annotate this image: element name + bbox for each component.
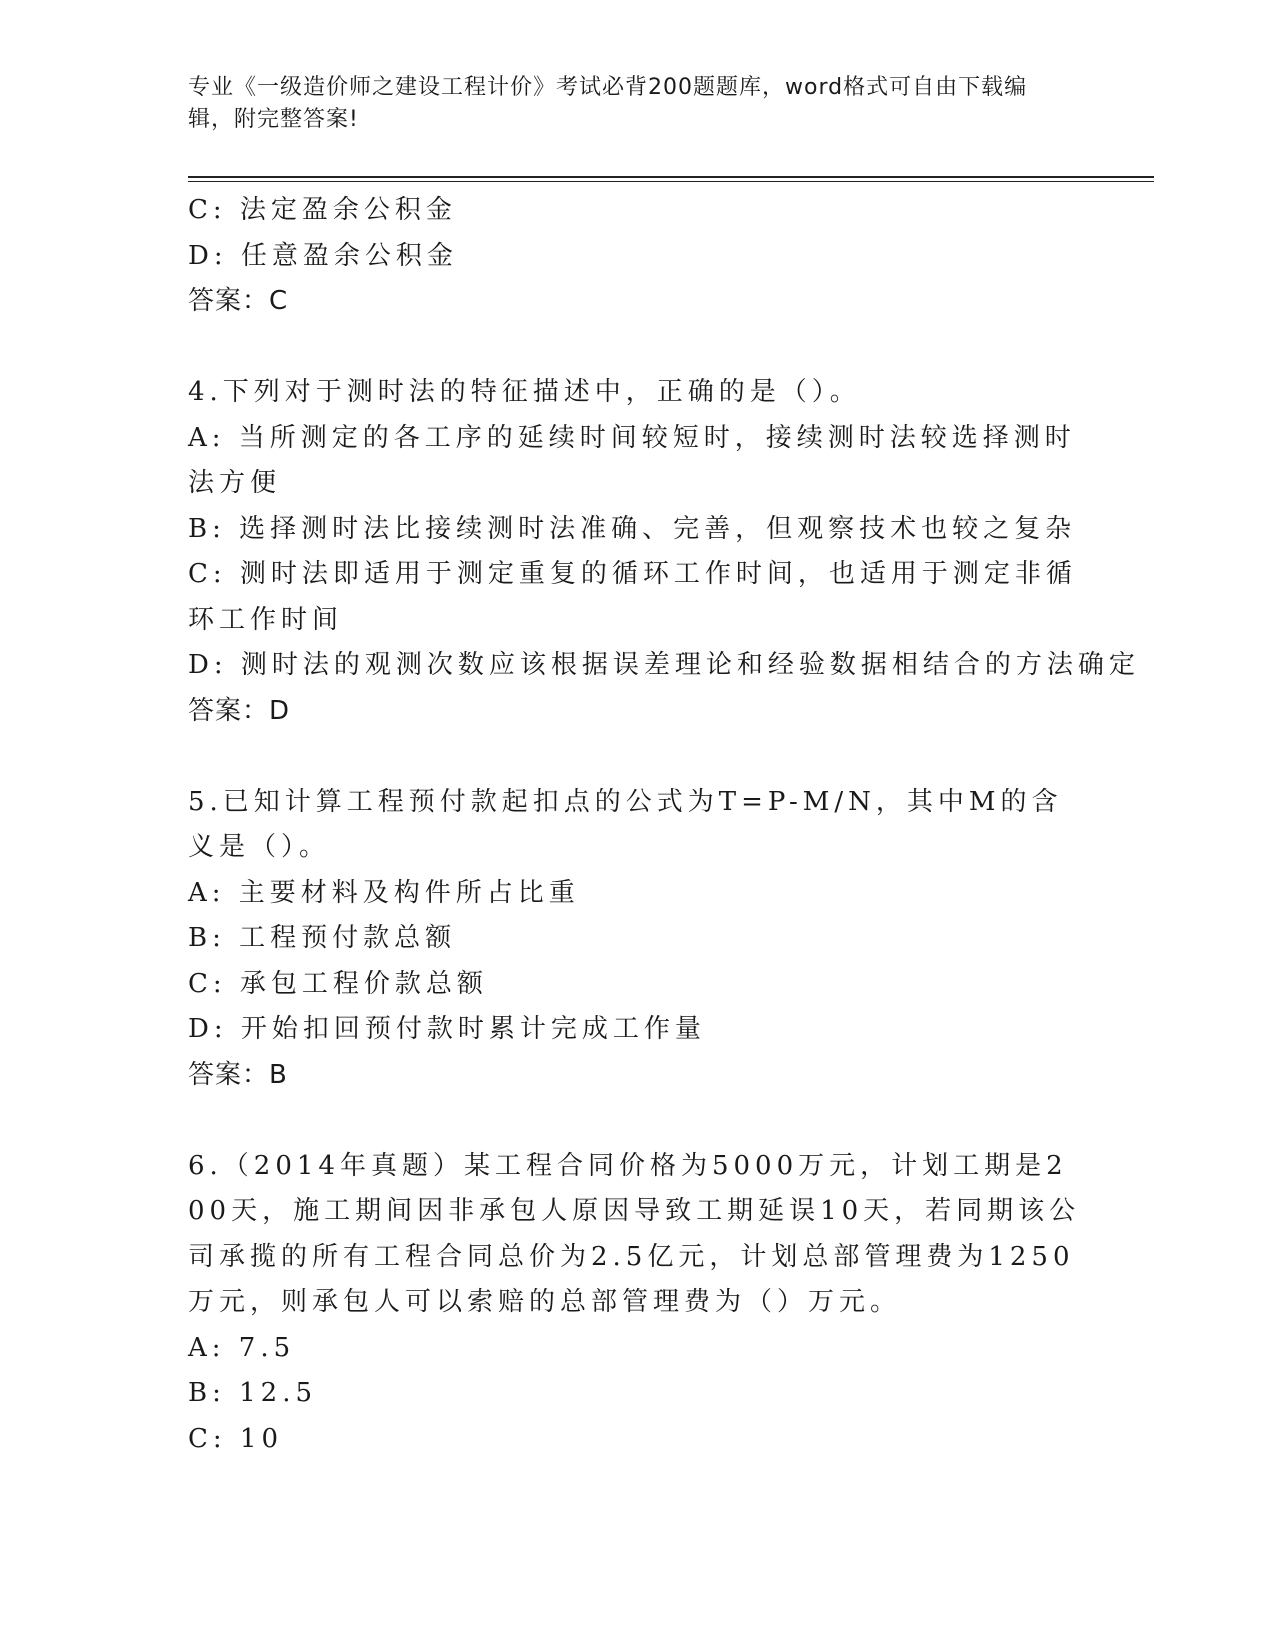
spacer <box>188 325 1088 371</box>
document-body <box>188 188 1140 1462</box>
question-5 <box>188 780 1088 1099</box>
option-c: C: 测时法即适用于测定重复的循环工作时间，也适用于测定非循环工作时间 <box>188 559 1077 635</box>
answer-line: 答案：D <box>188 695 291 726</box>
option-a: A: 主要材料及构件所占比重 <box>188 877 580 908</box>
spacer <box>188 1098 1088 1144</box>
question-6 <box>188 1144 1088 1463</box>
header-divider-thin <box>188 181 1154 182</box>
option-c: C: 法定盈余公积金 <box>188 195 457 225</box>
option-b: B: 12.5 <box>188 1378 318 1408</box>
page-header: 专业《一级造价师之建设工程计价》考试必背200题题库，word格式可自由下载编辑，附完整答案! <box>188 75 1028 132</box>
option-b: B: 选择测时法比接续测时法准确、完善，但观察技术也较之复杂 <box>188 513 1077 544</box>
answer-line: 答案：B <box>188 1059 288 1090</box>
option-d: D: 任意盈余公积金 <box>188 240 458 271</box>
question-title: 6.（2014年真题）某工程合同价格为5000万元，计划工期是200天，施工期间因非承包人原因导致工期延误10天，若同期该公司承揽的所有工程合同总价为2.5亿元，计划总部管理费为1250万元，则承包人可以索赔的总部管理费为（）万元。 <box>188 1150 1081 1317</box>
option-a: A: 7.5 <box>188 1332 296 1363</box>
question-title: 5.已知计算工程预付款起扣点的公式为T=P-M/N，其中M的含义是（）。 <box>188 786 1063 862</box>
question-4 <box>188 370 1140 734</box>
option-d: D: 开始扣回预付款时累计完成工作量 <box>188 1014 706 1044</box>
option-c: C: 10 <box>188 1423 284 1454</box>
question-3-continuation <box>188 188 1088 325</box>
answer-line: 答案：C <box>188 286 289 316</box>
option-a: A: 当所测定的各工序的延续时间较短时，接续测时法较选择测时法方便 <box>188 422 1076 498</box>
option-d: D: 测时法的观测次数应该根据误差理论和经验数据相结合的方法确定 <box>188 650 1140 680</box>
option-b: B: 工程预付款总额 <box>188 923 457 953</box>
option-c: C: 承包工程价款总额 <box>188 968 488 999</box>
question-title: 4.下列对于测时法的特征描述中，正确的是（）。 <box>188 377 861 407</box>
header-divider-thick <box>188 176 1154 178</box>
spacer <box>188 734 1088 780</box>
